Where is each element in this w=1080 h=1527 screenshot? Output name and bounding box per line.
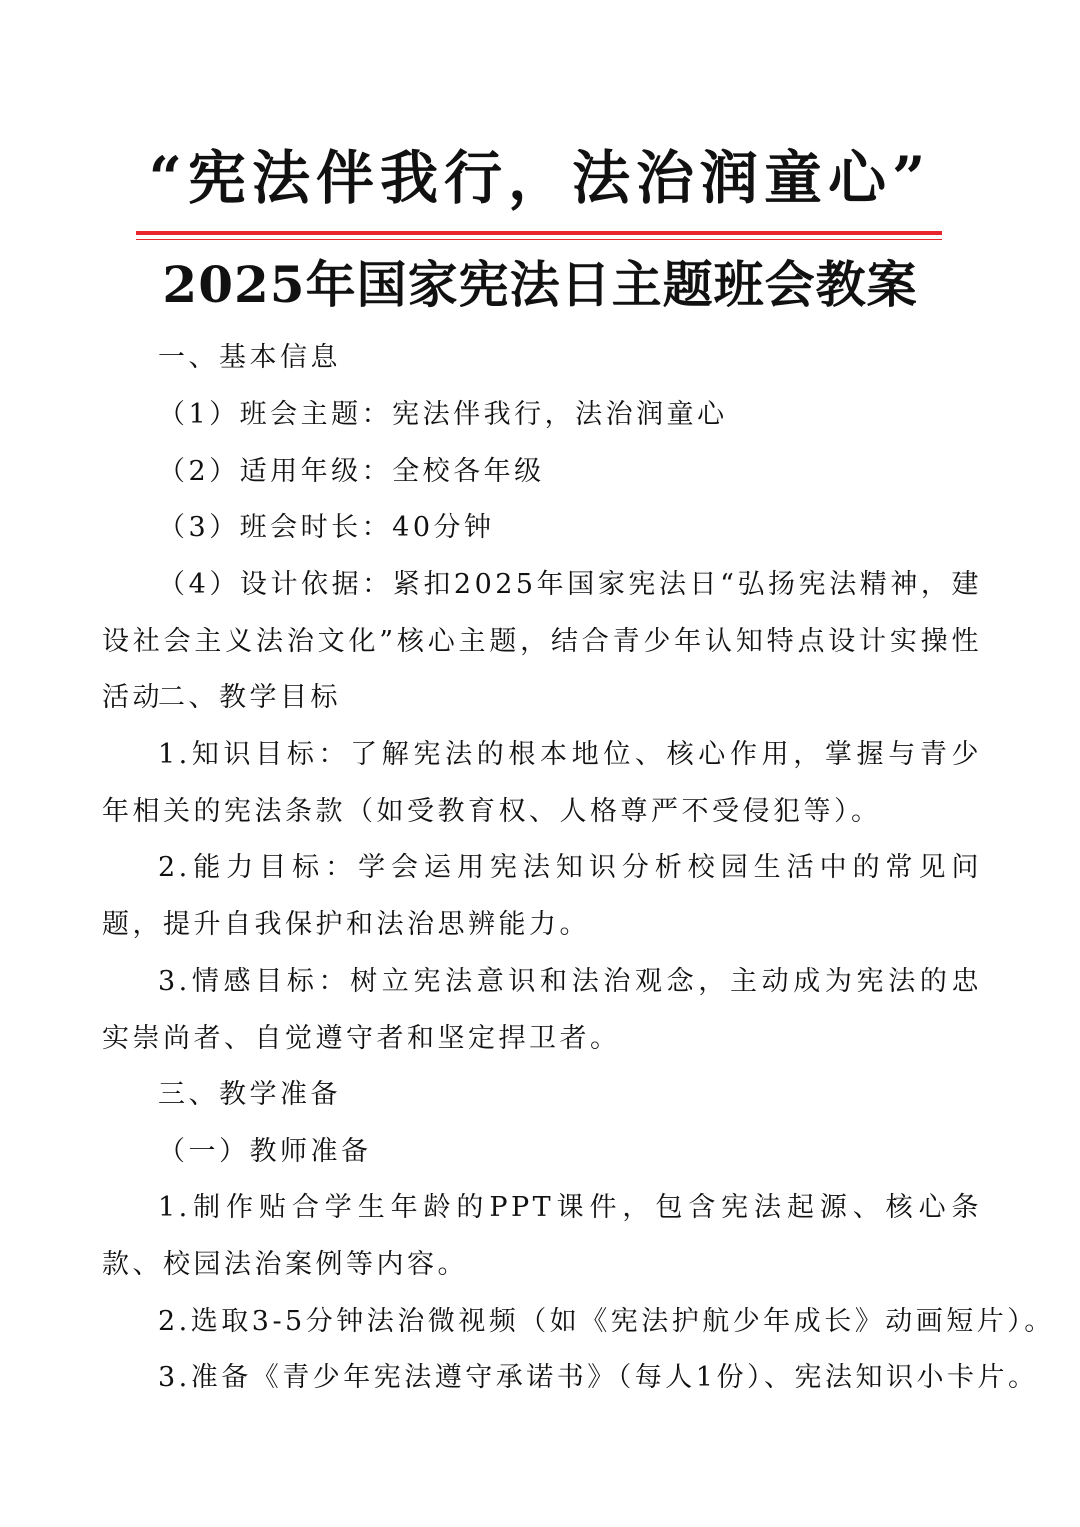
title-divider-thick	[136, 231, 942, 235]
subheading-teacher-preparation: （一）教师准备	[158, 1136, 372, 1167]
document-title-main: 2025年国家宪法日主题班会教案	[162, 255, 918, 314]
basic-info-duration: （3）班会时长：40分钟	[158, 512, 495, 543]
prep-item-ppt: 1.制作贴合学生年龄的PPT课件，包含宪法起源、核心条款、校园法治案例等内容。	[102, 1192, 982, 1280]
basic-info-theme: （1）班会主题：宪法伴我行，法治润童心	[158, 399, 728, 430]
section-heading-basic-info: 一、基本信息	[158, 342, 341, 373]
prep-item-materials: 3.准备《青少年宪法遵守承诺书》（每人1份）、宪法知识小卡片。	[158, 1362, 1039, 1393]
prep-item-video: 2.选取3-5分钟法治微视频（如《宪法护航少年成长》动画短片）。	[158, 1306, 1055, 1337]
goal-emotion: 3.情感目标：树立宪法意识和法治观念，主动成为宪法的忠实崇尚者、自觉遵守者和坚定捍卫者。	[102, 966, 982, 1054]
goal-knowledge: 1.知识目标：了解宪法的根本地位、核心作用，掌握与青少年相关的宪法条款（如受教育权、人格尊严不受侵犯等）。	[102, 739, 982, 827]
title-divider-thin	[136, 239, 942, 240]
section-heading-preparation: 三、教学准备	[158, 1079, 341, 1110]
goal-ability: 2.能力目标：学会运用宪法知识分析校园生活中的常见问题，提升自我保护和法治思辨能力。	[102, 852, 982, 940]
section-heading-goals: 二、教学目标	[158, 682, 341, 713]
document-title-slogan: “宪法伴我行，法治润童心”	[148, 144, 932, 212]
basic-info-grade: （2）适用年级：全校各年级	[158, 456, 545, 487]
basic-info-design-basis: （4）设计依据：紧扣2025年国家宪法日“弘扬宪法精神，建设社会主义法治文化”核心主题，结合青少年认知特点设计实操性活动	[102, 569, 982, 714]
